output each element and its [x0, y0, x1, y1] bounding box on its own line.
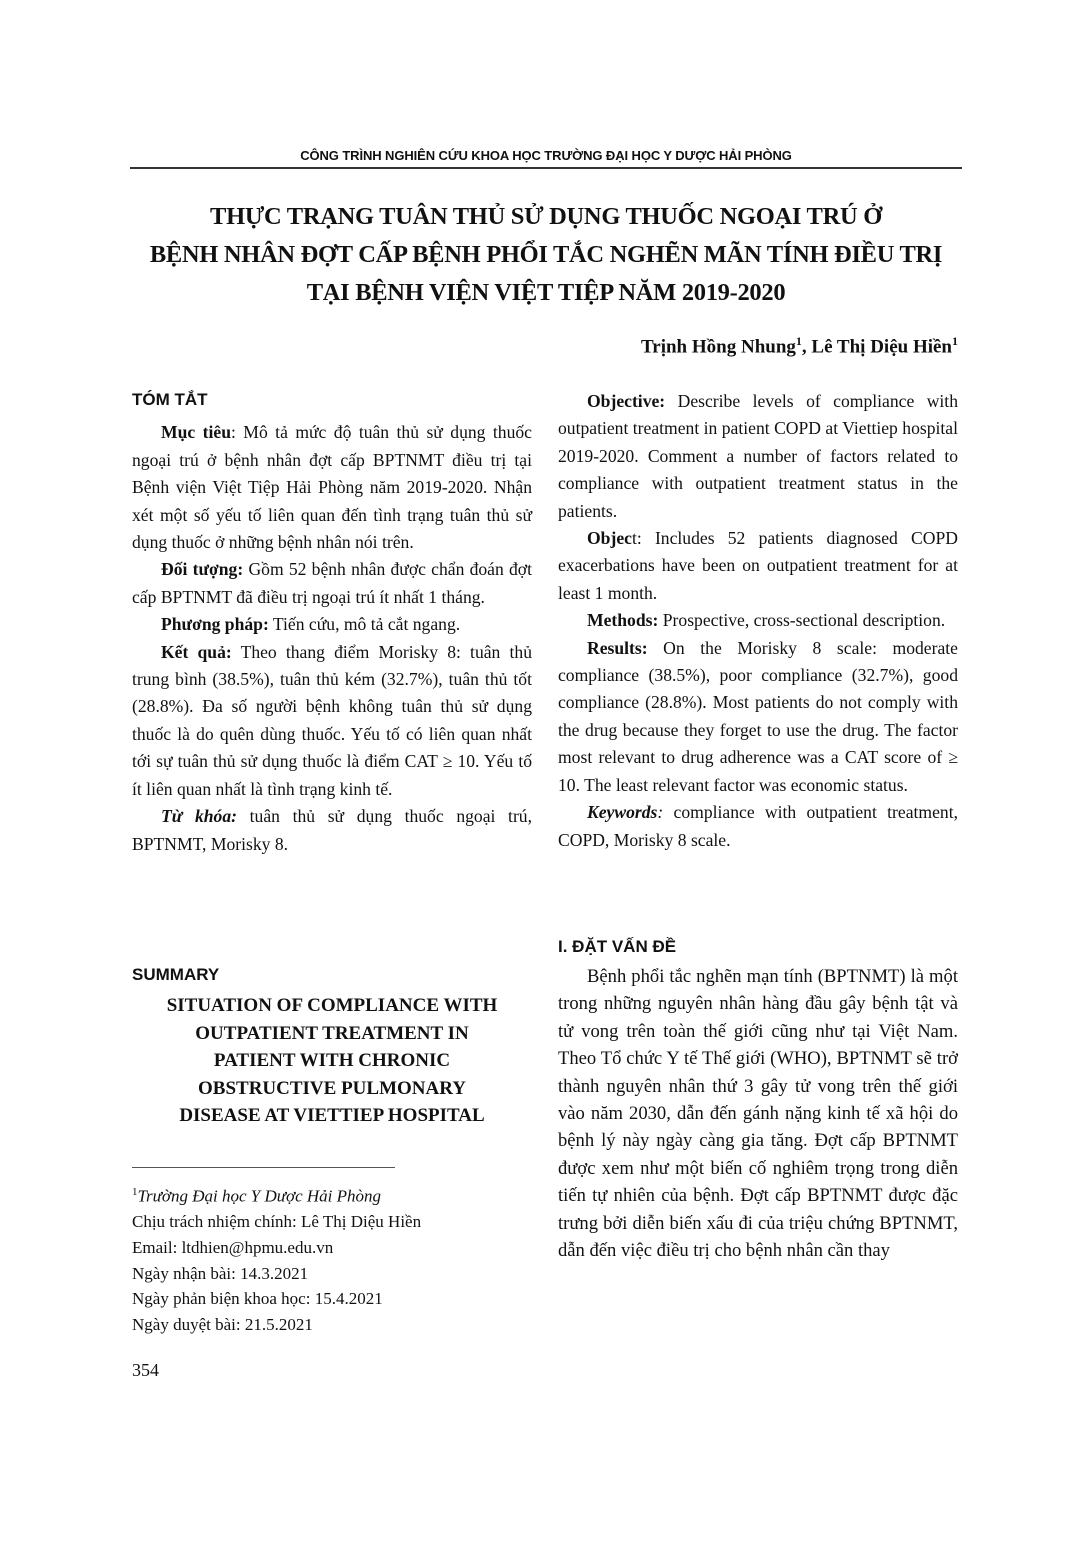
section-heading-summary: SUMMARY — [132, 965, 220, 984]
author-1: Trịnh Hồng Nhung — [641, 336, 796, 358]
footnotes — [132, 1180, 421, 1338]
title-line: DISEASE AT VIETTIEP HOSPITAL — [179, 1105, 485, 1126]
text: Tiến cứu, mô tả cắt ngang. — [268, 614, 461, 635]
label: Methods: — [587, 610, 659, 631]
text: Theo thang điểm Morisky 8: tuân thủ trung bình (38.5%), tuân thủ kém (32.7%), tuân thủ tốt (28.8%). Đa số người bệnh không tuân thủ sử dụng thuốc là do quên dùng thuốc. Yếu tố có liên quan nhất tới sự tuân thủ sử dụng thuốc là điểm CAT ≥ 10. Yếu tố ít liên quan nhất là tình trạng kinh tế. — [132, 641, 532, 799]
paragraph-methods — [132, 611, 532, 638]
date-accepted: Ngày duyệt bài: 21.5.2021 — [132, 1315, 313, 1335]
text: Describe levels of compliance with outpatient treatment in patient COPD at Viettiep hospital 2019-2020. Comment a number of factors related to compliance with outpatient treatment status in the patients. — [558, 391, 958, 521]
english-title — [132, 992, 532, 1130]
label: Keywords — [587, 802, 658, 823]
text: tuân thủ sử dụng thuốc ngoại trú, BPTNMT, Morisky 8. — [132, 806, 532, 854]
label: Mục tiêu — [161, 422, 231, 443]
paragraph-results — [132, 639, 532, 803]
label: Phương pháp: — [161, 614, 269, 635]
email: Email: ltdhien@hpmu.edu.vn — [132, 1238, 334, 1258]
text: : Mô tả mức độ tuân thủ sử dụng thuốc ngoại trú ở bệnh nhân đợt cấp BPTNMT điều trị tại Bệnh viện Việt Tiệp Hải Phòng năm 2019-2020. Nhận xét một số yếu tố liên quan đến tình trạng tuân thủ sử dụng thuốc ở những bệnh nhân nói trên. — [132, 422, 532, 553]
paragraph-intro: Bệnh phổi tắc nghẽn mạn tính (BPTNMT) là một trong những nguyên nhân hàng đầu gây bệnh tật và tử vong trên toàn thế giới cũng như tại Việt Nam. Theo Tổ chức Y tế Thế giới (WHO), BPTNMT sẽ trở thành nguyên nhân thứ 3 gây tử vong trên thế giới vào năm 2030, dẫn đến gánh nặng kinh tế xã hội do bệnh lý này ngày càng gia tăng. Đợt cấp BPTNMT được xem như một biến cố nghiêm trọng trong diễn tiến tự nhiên của bệnh. Đợt cấp BPTNMT được đặc trưng bởi diễn biến xấu đi của triệu chứng BPTNMT, dẫn đến việc điều trị cho bệnh nhân cần thay — [558, 966, 958, 1262]
article-title — [132, 198, 960, 312]
introduction — [558, 963, 958, 1264]
label: Results: — [587, 637, 648, 658]
affiliation-mark: 1 — [132, 1186, 138, 1198]
date-received: Ngày nhận bài: 14.3.2021 — [132, 1263, 309, 1283]
text: Gồm 52 bệnh nhân được chẩn đoán đợt cấp BPTNMT đã điều trị ngoại trú ít nhất 1 tháng. — [132, 559, 533, 607]
paragraph-keywords — [132, 803, 532, 858]
text: compliance with outpatient treatment, COPD, Morisky 8 scale. — [558, 802, 958, 850]
label: Từ khóa: — [161, 806, 237, 827]
colon: : — [657, 802, 664, 823]
header-rule — [130, 167, 962, 169]
footnote-rule — [132, 1167, 395, 1168]
paragraph-objective — [132, 419, 532, 556]
label: Đối tượng: — [161, 559, 244, 580]
author-2: Lê Thị Diệu Hiền — [811, 336, 952, 358]
title-line: OBSTRUCTIVE PULMONARY — [198, 1077, 466, 1099]
label-rest: t — [631, 528, 637, 549]
responsible-author: Chịu trách nhiệm chính: Lê Thị Diệu Hiền — [132, 1212, 422, 1232]
abstract-vietnamese — [132, 386, 532, 858]
paragraph-keywords — [558, 799, 958, 854]
paragraph-objective — [558, 388, 958, 525]
abstract-english — [558, 388, 958, 854]
affiliation: Trường Đại học Y Dược Hải Phòng — [137, 1186, 382, 1206]
text: On the Morisky 8 scale: moderate compliance (38.5%), poor compliance (32.7%), good compliance (28.8%). Most patients do not comply with the drug because they forget to use the drug. The factor most relevant to drug adherence was a CAT score of ≥ 10. The least relevant factor was economic status. — [558, 637, 958, 795]
paragraph-results — [558, 635, 958, 799]
text: Prospective, cross-sectional description. — [658, 610, 946, 631]
running-header: CÔNG TRÌNH NGHIÊN CỨU KHOA HỌC TRƯỜNG ĐẠI HỌC Y DƯỢC HẢI PHÒNG — [300, 148, 792, 163]
label: Objec — [587, 528, 632, 549]
paragraph-object — [558, 525, 958, 607]
title-line: TẠI BỆNH VIỆN VIỆT TIỆP NĂM 2019-2020 — [306, 279, 786, 306]
affiliation-mark: 1 — [795, 334, 802, 348]
title-line: THỰC TRẠNG TUÂN THỦ SỬ DỤNG THUỐC NGOẠI TRÚ Ở — [210, 203, 882, 230]
title-line: SITUATION OF COMPLIANCE WITH — [166, 995, 498, 1016]
page-number: 354 — [132, 1360, 159, 1380]
section-heading-tom-tat: TÓM TẮT — [132, 390, 208, 409]
label: Objective: — [587, 391, 666, 411]
title-line: PATIENT WITH CHRONIC — [213, 1050, 451, 1071]
label: Kết quả: — [161, 641, 232, 662]
text: : Includes 52 patients diagnosed COPD exacerbations have been on outpatient treatment for at least 1 month. — [558, 528, 958, 603]
paragraph-methods — [558, 607, 958, 634]
title-line: OUTPATIENT TREATMENT IN — [195, 1022, 469, 1044]
paragraph-subject — [132, 556, 532, 611]
authors — [641, 334, 958, 358]
title-line: BỆNH NHÂN ĐỢT CẤP BỆNH PHỔI TẮC NGHẼN MÃN TÍNH ĐIỀU TRỊ — [149, 241, 943, 268]
date-reviewed: Ngày phản biện khoa học: 15.4.2021 — [132, 1289, 383, 1309]
affiliation-mark: 1 — [952, 334, 958, 348]
author-separator: , — [801, 336, 812, 358]
section-heading-introduction: I. ĐẶT VẤN ĐỀ — [558, 937, 677, 956]
